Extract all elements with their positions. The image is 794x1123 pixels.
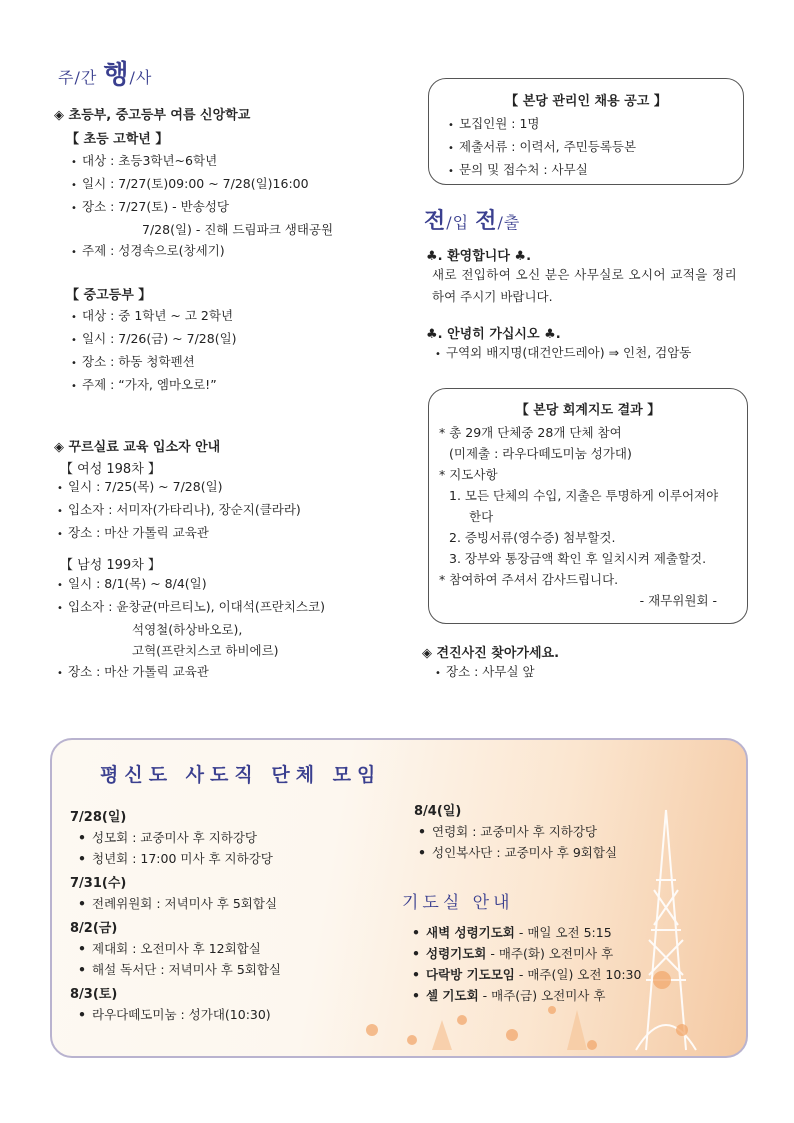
list-item: • 전례위원회 : 저녁미사 후 5회합실 [70,893,281,914]
camp-heading: ◈ 초등부, 중고등부 여름 신앙학교 [54,108,251,123]
cursillo-heading: ◈ 꾸르실료 교육 입소자 안내 [54,440,221,455]
list-item: • 연령회 : 교중미사 후 지하강당 [414,821,617,842]
list-item: • 일시 : 8/1(목) ~ 8/4(일) [52,573,325,596]
schedule-date: 8/2(금) [70,921,118,936]
women-list [52,476,301,545]
farewell-heading: ♣. 안녕히 가십시오 ♣. [426,327,561,342]
schedule-date: 8/3(토) [70,987,118,1002]
audit-line: 3. 장부와 통장금액 확인 후 일치시켜 제출할것. [449,551,707,566]
list-item: • 일시 : 7/25(목) ~ 7/28(일) [52,476,301,499]
list-item: 석영철(하상바오로), [132,622,243,637]
list-item: • 성모회 : 교중미사 후 지하강당 [70,827,281,848]
mid-list [66,305,237,397]
list-item: • 라우다떼도미눔 : 성가대(10:30) [70,1004,281,1025]
audit-box [428,388,748,624]
audit-line: * 지도사항 [439,467,498,482]
audit-line: 1. 모든 단체의 수입, 지출은 투명하게 이루어져야 [449,488,719,503]
list-item: • 대상 : 중 1학년 ~ 고 2학년 [66,305,237,328]
audit-line: * 총 29개 단체중 28개 단체 참여 [439,425,622,440]
list-item: 고혁(프란치스코 하비에르) [132,643,279,658]
list-item: • 다락방 기도모임 - 매주(일) 오전 10:30 [412,964,641,985]
list-item: • 입소자 : 서미자(가타리나), 장순지(클라라) [52,499,301,522]
women-label: 【 여성 198차 】 [60,462,161,477]
list-item: • 문의 및 접수처 : 사무실 [443,159,743,182]
welcome-heading: ♣. 환영합니다 ♣. [426,249,532,264]
list-item: • 장소 : 마산 가톨릭 교육관 [52,522,301,545]
schedule-left [70,806,281,1025]
list-item: • 새벽 성령기도회 - 매일 오전 5:15 [412,922,641,943]
prayer-list [412,922,641,1006]
weekly-title: 주/간 행/사 [58,60,153,90]
list-item: • 성인복사단 : 교중미사 후 9회합실 [414,842,617,863]
prayer-title: 기도실 안내 [402,893,514,913]
list-item: • 대상 : 초등3학년~6학년 [66,150,333,173]
audit-sign: - 재무위원회 - [639,593,717,608]
hiring-list [429,113,743,182]
list-item: 7/28(일) - 진해 드림파크 생태공원 [142,222,334,237]
elem-list [66,150,333,263]
audit-body [429,422,747,611]
list-item: • 성령기도회 - 매주(화) 오전미사 후 [412,943,641,964]
hiring-title: 【 본당 관리인 채용 공고 】 [505,94,667,109]
welcome-text-1: 새로 전입하여 오신 분은 사무실로 오시어 교적을 정리 [432,267,738,282]
list-item: • 제대회 : 오전미사 후 12회합실 [70,938,281,959]
list-item: • 모집인원 : 1명 [443,113,743,136]
welcome-text-2: 하여 주시기 바랍니다. [432,289,553,304]
mid-label: 【 중고등부 】 [66,288,152,303]
list-item: • 장소 : 7/27(토) - 반송성당 [66,196,333,219]
audit-line: 2. 증빙서류(영수증) 첨부할것. [449,530,616,545]
men-list [52,573,325,684]
men-label: 【 남성 199차 】 [60,558,161,573]
list-item: • 일시 : 7/26(금) ~ 7/28(일) [66,328,237,351]
lay-apostolate-banner [50,738,748,1058]
list-item: • 주제 : “가자, 엠마오로!” [66,374,237,397]
farewell-text: • 구역외 배지명(대건안드레아) ⇒ 인천, 검암동 [430,342,691,365]
audit-line: * 참여하여 주셔서 감사드립니다. [439,572,619,587]
list-item: • 해설 독서단 : 저녁미사 후 5회합실 [70,959,281,980]
audit-title: 【 본당 회계지도 결과 】 [515,403,661,418]
list-item: • 셀 기도회 - 매주(금) 오전미사 후 [412,985,641,1006]
elem-label: 【 초등 고학년 】 [66,132,169,147]
hiring-box [428,78,744,185]
audit-line: 한다 [469,509,494,524]
schedule-date: 8/4(일) [414,804,462,819]
list-item: • 장소 : 하동 청학펜션 [66,351,237,374]
list-item: • 입소자 : 윤창균(마르티노), 이대석(프란치스코) [52,596,325,619]
photo-text: • 장소 : 사무실 앞 [430,661,535,684]
list-item: • 일시 : 7/27(토)09:00 ~ 7/28(일)16:00 [66,173,333,196]
schedule-right [414,800,617,863]
photo-heading: ◈ 견진사진 찾아가세요. [422,646,560,661]
audit-line: (미제출 : 라우다떼도미눔 성가대) [449,446,632,461]
banner-title: 평신도 사도직 단체 모임 [100,764,382,786]
list-item: • 제출서류 : 이력서, 주민등록등본 [443,136,743,159]
list-item: • 청년회 : 17:00 미사 후 지하강당 [70,848,281,869]
schedule-date: 7/28(일) [70,810,127,825]
list-item: • 주제 : 성경속으로(창세기) [66,240,333,263]
schedule-date: 7/31(수) [70,876,127,891]
list-item: • 장소 : 마산 가톨릭 교육관 [52,661,325,684]
transfer-title: 전/입 전/출 [424,208,521,234]
